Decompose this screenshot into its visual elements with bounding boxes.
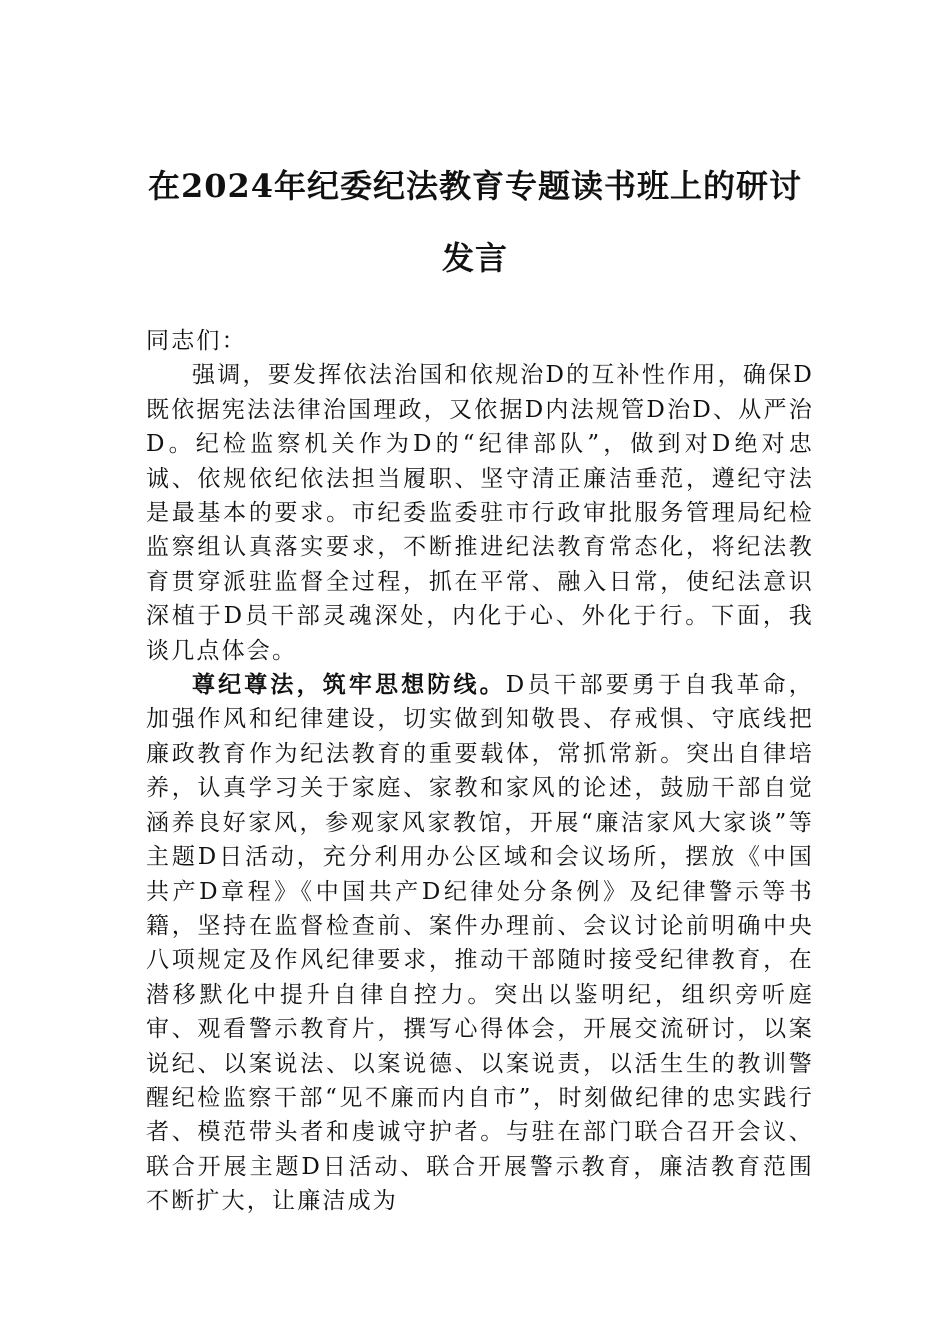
paragraph-2 [146,668,814,1219]
paragraph-1 [146,358,814,668]
salutation: 同志们： [146,328,247,354]
document-body [146,324,814,1219]
paragraph-1-text: 强调，要发挥依法治国和依规治D的互补性作用，确保D既依据宪法法律治国理政，又依据D内法规管D治D、从严治D。纪检监察机关作为D的“纪律部队”，做到对D绝对忠诚、依规依纪依法担当履职、坚守清正廉洁垂范，遵纪守法是最基本的要求。市纪委监委驻市行政审批服务管理局纪检监察组认真落实要求，不断推进纪法教育常态化，将纪法教育贯穿派驻监督全过程，抓在平常、融入日常，使纪法意识深植于D员干部灵魂深处，内化于心、外化于行。下面，我谈几点体会。 [146,362,814,664]
paragraph-2-heading: 尊纪尊法，筑牢思想防线。 [192,671,506,699]
document-title: 在2024年纪委纪法教育专题读书班上的研讨发言 [147,167,803,277]
paragraph-2-text: D员干部要勇于自我革命，加强作风和纪律建设，切实做到知敬畏、存戒惧、守底线把廉政教育作为纪法教育的重要载体，常抓常新。突出自律培养，认真学习关于家庭、家教和家风的论述，鼓励干部自觉涵养良好家风，参观家风家教馆，开展“廉洁家风大家谈”等主题D日活动，充分利用办公区域和会议场所，摆放《中国共产D章程》《中国共产D纪律处分条例》及纪律警示等书籍，坚持在监督检查前、案件办理前、会议讨论前明确中央八项规定及作风纪律要求，推动干部随时接受纪律教育，在潜移默化中提升自律自控力。突出以鉴明纪，组织旁听庭审、观看警示教育片，撰写心得体会，开展交流研讨，以案说纪、以案说法、以案说德、以案说责，以活生生的教训警醒纪检监察干部“见不廉而内自市”，时刻做纪律的忠实践行者、模范带头者和虔诚守护者。与驻在部门联合召开会议、联合开展主题D日活动、联合开展警示教育，廉洁教育范围不断扩大，让廉洁成为 [146,672,814,1215]
